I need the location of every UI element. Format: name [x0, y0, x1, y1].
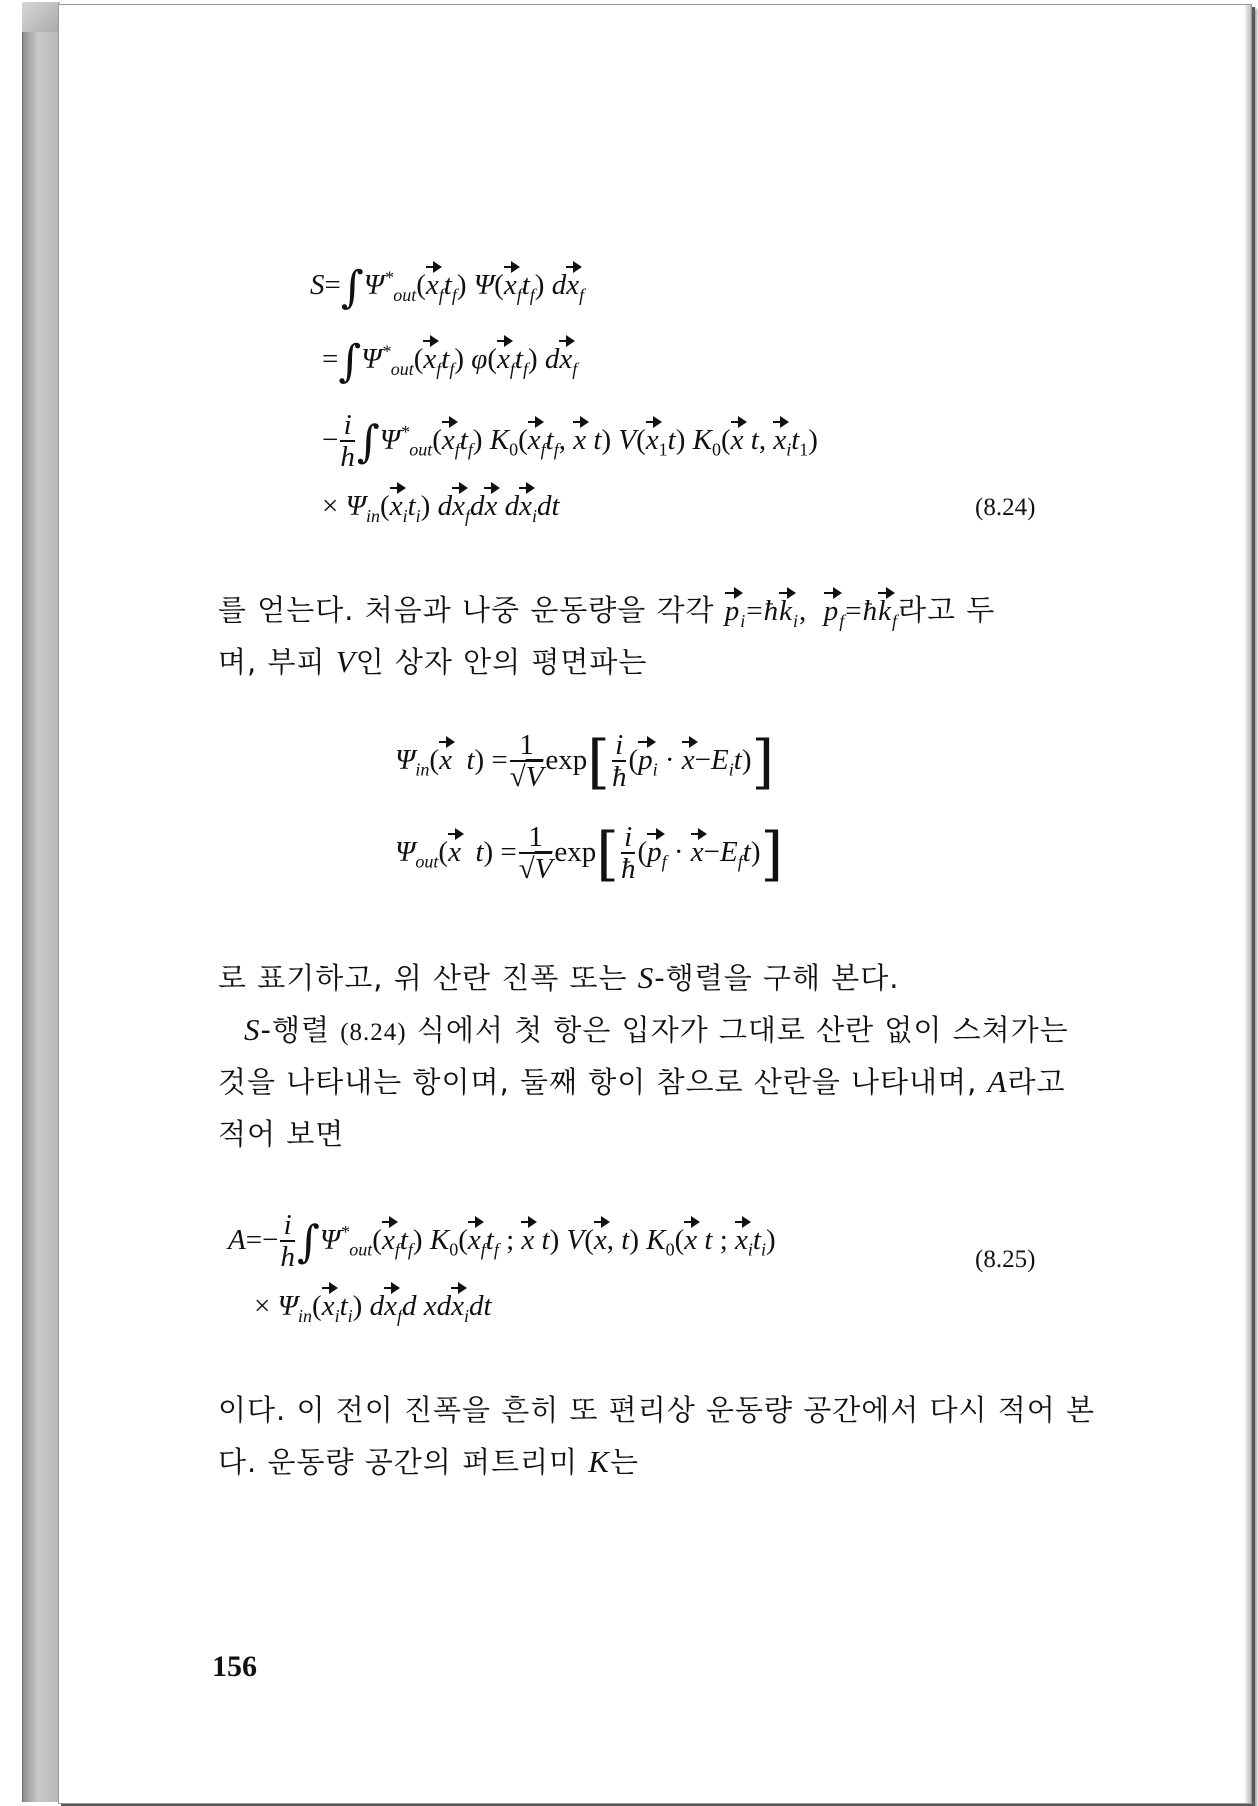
- plane-wave-in: $\Psi_{in}(x$ t) = $\frac{1}{√V}$ exp[ $\frac{i}{ħ}$ $(p_i \cdot x-E_it)$]: [395, 728, 775, 797]
- paragraph-1-line-1: [218, 588, 995, 632]
- equation-8-25-line-1: A=− $\frac{i}{h}$ $\int\Psi^*_{out}(x_ft_f)$ $K_0(x_ft_f$ ; x t) V(x, t) $K_0(x$ t ; $x_it_i$): [228, 1209, 776, 1274]
- paragraph-3-line-1: 이다. 이 전이 진폭을 흔히 또 편리상 운동량 공간에서 다시 적어 본: [218, 1393, 1095, 1427]
- text-run: 라고: [1007, 1065, 1066, 1099]
- text-run: 것을 나타내는 항이며, 둘째 항이 참으로 산란을 나타내며,: [218, 1065, 978, 1099]
- book-page: [58, 4, 1252, 1804]
- equation-number-8-25: (8.25): [975, 1246, 1036, 1273]
- variable-V: V: [335, 644, 356, 679]
- equation-8-24-line-1: $S=\int\Psi^*_{out}(x_ft_f)$ $\Psi(x_ft_f)$ $dx_f$: [310, 262, 585, 313]
- paragraph-2-line-2: [244, 1008, 1069, 1049]
- equation-8-24-line-3: − $\frac{i}{h}$ $\int\Psi^*_{out}(x_ft_f)$ $K_0(x_ft_f$, x t) $V(x_1t)$ $K_0(x$ t, $x_it_1$): [322, 409, 818, 474]
- text-run: -행렬: [260, 1013, 330, 1047]
- paragraph-1-line-2: [218, 640, 647, 681]
- text-run: -행렬을 구해 본다.: [654, 961, 900, 995]
- text-run: 며, 부피: [218, 645, 326, 679]
- momentum-definitions: $p_i=ħk_i$, $p_f=ħk_f$: [724, 595, 899, 631]
- equation-8-24-line-2: $=\int\Psi^*_{out}(x_ft_f)$ $\varphi(x_ft_f)$ $dx_f$: [322, 336, 578, 387]
- variable-S: S: [637, 960, 655, 995]
- paragraph-3-line-2: [218, 1440, 639, 1481]
- book-spine-top: [22, 2, 60, 32]
- paragraph-2-line-4: 적어 보면: [218, 1117, 345, 1151]
- variable-A: A: [987, 1064, 1008, 1099]
- paragraph-2-line-1: [218, 956, 899, 997]
- variable-S: S: [244, 1012, 261, 1047]
- paragraph-2-line-3: [218, 1060, 1065, 1101]
- equation-8-25-line-2: × $\Psi_{in}(x_it_i)$ $dx_fd$ xdx$_i$dt: [254, 1290, 492, 1326]
- text-run: 라고 두: [898, 593, 996, 627]
- variable-K: K: [588, 1444, 610, 1479]
- plane-wave-out: $\Psi_{out}(x$ t) = $\frac{1}{√V}$ exp[ $\frac{i}{ħ}$ $(p_f \cdot x-E_ft)$]: [395, 820, 784, 889]
- text-run: 다. 운동량 공간의 퍼트리미: [218, 1445, 579, 1479]
- page-number: 156: [212, 1650, 257, 1683]
- text-run: 는: [609, 1445, 639, 1479]
- page-edge-shadow: [1245, 5, 1251, 1803]
- text-run: 로 표기하고, 위 산란 진폭 또는: [218, 961, 628, 995]
- equation-number-8-24: (8.24): [975, 494, 1036, 521]
- text-run: 인 상자 안의 평면파는: [355, 645, 648, 679]
- text-run: 식에서 첫 항은 입자가 그대로 산란 없이 스쳐가는: [416, 1013, 1069, 1047]
- equation-8-24-line-4: × $\Psi_{in}(x_it_i)$ $dx_fdx$ $dx_idt$: [322, 490, 560, 526]
- book-spine: [22, 4, 61, 1802]
- equation-reference: (8.24): [340, 1019, 407, 1046]
- text-run: 를 얻는다. 처음과 나중 운동량을 각각: [218, 593, 715, 627]
